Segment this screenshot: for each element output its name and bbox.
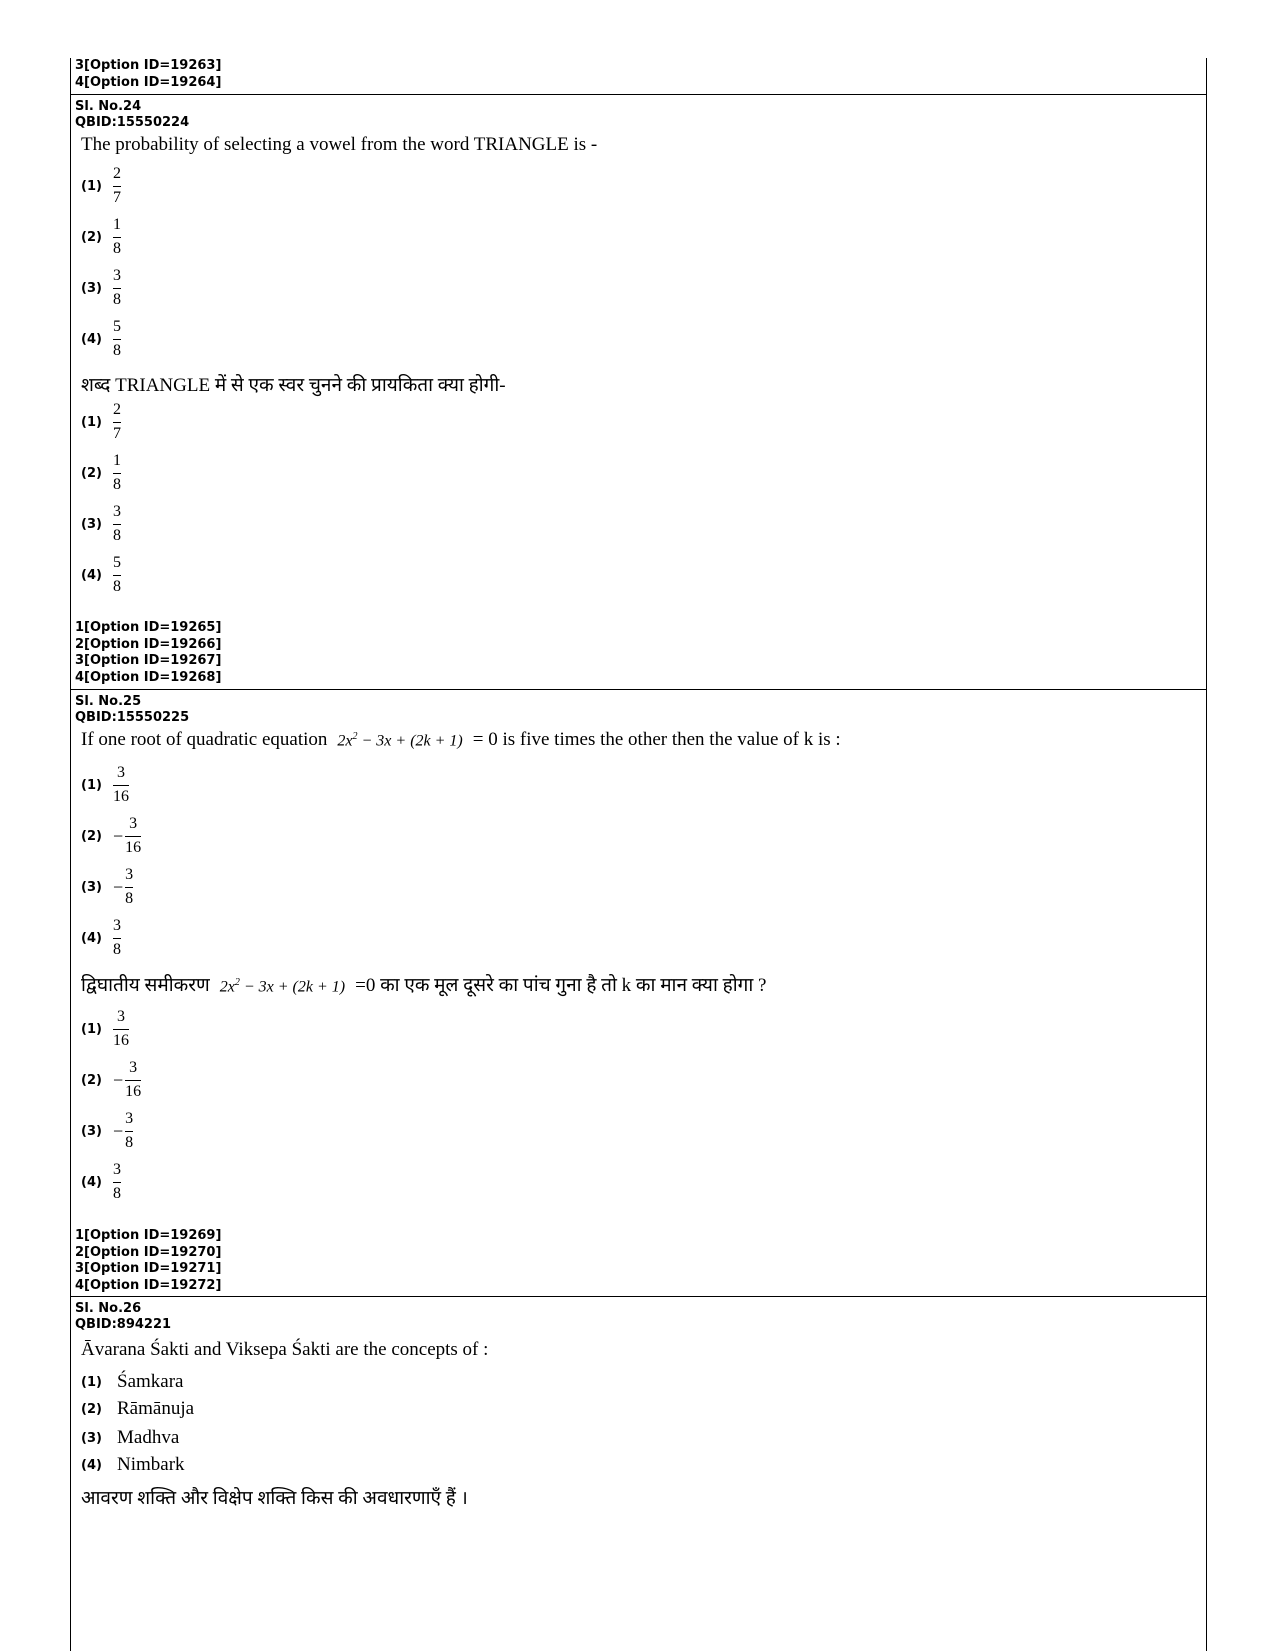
fraction [125,1059,141,1101]
serial-number: Sl. No.25 [75,694,142,709]
option-en-3 [81,267,121,309]
numerator: 3 [129,1059,138,1076]
fraction [113,503,121,545]
denominator: 8 [113,1185,121,1202]
option-text: Nimbark [117,1454,185,1475]
question-26 [71,1297,1206,1637]
denominator: 16 [125,839,142,856]
numerator: 1 [113,452,121,469]
minus-sign: − [113,1069,124,1090]
option-ids [71,620,221,686]
option-label: (3) [81,516,102,532]
question-text-en [81,729,841,751]
question-text-post: =0 का एक मूल दूसरे का पांच गुना है तो k का मान क्या होगा ? [355,975,767,996]
denominator: 7 [113,425,121,442]
numerator: 3 [117,1008,125,1025]
option-label: (3) [81,879,102,895]
qbid: QBID:894221 [75,1317,172,1332]
option-3 [81,1427,179,1449]
option-label: (2) [81,1072,102,1088]
option-id-line: 3[Option ID=19267] [75,653,222,668]
denominator: 16 [125,1083,142,1100]
option-label: (2) [81,1401,102,1417]
numerator: 3 [113,917,121,934]
question-text-hi [81,971,766,997]
option-label: (1) [81,1021,102,1037]
numerator: 3 [129,815,138,832]
denominator: 8 [113,291,121,308]
option-label: (1) [81,1374,102,1390]
denominator: 16 [113,788,129,805]
option-hi-2 [81,1059,141,1101]
question-text-pre: If one root of quadratic equation [81,729,328,750]
option-hi-1 [81,401,121,443]
previous-question-option-ids [71,58,1206,91]
denominator: 8 [113,527,121,544]
option-id-line: 3[Option ID=19263] [75,58,222,73]
option-en-2 [81,216,121,258]
fraction [113,401,121,443]
numerator: 3 [113,267,121,284]
question-25 [71,690,1206,1296]
option-text: Śamkara [117,1371,184,1392]
option-id-line: 4[Option ID=19272] [75,1277,222,1293]
question-text-en: Āvarana Śakti and Viksepa Śakti are the concepts of : [81,1339,489,1360]
question-paper-page [70,58,1207,1651]
option-label: (1) [81,178,102,194]
option-label: (1) [81,777,102,793]
option-label: (2) [81,828,102,844]
denominator: 8 [113,578,121,595]
numerator: 2 [113,165,121,182]
denominator: 8 [113,342,121,359]
denominator: 16 [113,1032,129,1049]
denominator: 8 [113,941,121,958]
numerator: 5 [113,318,121,335]
option-ids [71,1228,221,1294]
option-id-line: 1[Option ID=19265] [75,620,222,635]
question-text-en: The probability of selecting a vowel from the word TRIANGLE is - [81,134,598,155]
option-en-1 [81,165,121,207]
option-text: Madhva [117,1427,180,1448]
denominator: 8 [113,476,121,493]
fraction [113,452,121,494]
option-label: (3) [81,1430,102,1446]
minus-sign: − [113,876,124,897]
numerator: 3 [125,1110,134,1127]
option-label: (4) [81,567,102,583]
option-id-line: 4[Option ID=19264] [75,74,222,90]
option-label: (2) [81,465,102,481]
fraction [125,815,141,857]
question-text-post: = 0 is five times the other then the value of k is : [472,729,841,750]
option-label: (3) [81,1123,102,1139]
denominator: 8 [125,890,134,907]
numerator: 3 [113,1161,121,1178]
question-text-pre: द्विघातीय समीकरण [81,975,210,996]
option-hi-2 [81,452,121,494]
equation: $2x^2 - 3x + (2k + 1)$ [219,976,346,995]
numerator: 3 [113,503,121,520]
option-en-4 [81,318,121,360]
fraction [125,866,133,908]
fraction [113,764,129,806]
numerator: 5 [113,554,121,571]
numerator: 3 [125,866,134,883]
fraction [113,1008,129,1050]
question-24 [71,95,1206,689]
option-hi-3 [81,503,121,545]
serial-number: Sl. No.24 [75,99,142,114]
option-label: (2) [81,229,102,245]
denominator: 8 [113,240,121,257]
option-en-3 [81,866,133,908]
option-1 [81,1371,183,1393]
equation: $2x^2 - 3x + (2k + 1)$ [337,730,463,749]
option-id-line: 2[Option ID=19266] [75,636,222,652]
option-label: (4) [81,1457,102,1473]
option-2 [81,1398,194,1420]
fraction [113,554,121,596]
fraction [113,1161,121,1203]
option-id-line: 4[Option ID=19268] [75,669,222,685]
option-en-4 [81,917,121,959]
option-label: (3) [81,280,102,296]
option-en-2 [81,815,141,857]
option-label: (4) [81,331,102,347]
minus-sign: − [113,825,124,846]
numerator: 2 [113,401,121,418]
numerator: 1 [113,216,121,233]
option-4 [81,1454,185,1476]
option-hi-4 [81,1161,121,1203]
question-text-hi: आवरण शक्ति और विक्षेप शक्ति किस की अवधारणाएँ हैं । [81,1488,468,1509]
option-hi-3 [81,1110,133,1152]
option-en-1 [81,764,129,806]
minus-sign: − [113,1120,124,1141]
option-label: (4) [81,1174,102,1190]
qbid: QBID:15550225 [75,710,190,725]
fraction [113,267,121,309]
fraction [113,917,121,959]
serial-number: Sl. No.26 [75,1301,142,1316]
option-id-line: 3[Option ID=19271] [75,1261,222,1276]
fraction [113,216,121,258]
numerator: 3 [117,764,125,781]
option-label: (1) [81,414,102,430]
option-label: (4) [81,930,102,946]
fraction [113,165,121,207]
option-hi-1 [81,1008,129,1050]
qbid: QBID:15550224 [75,115,190,130]
fraction [113,318,121,360]
fraction [125,1110,133,1152]
denominator: 7 [113,189,121,206]
question-text-hi: शब्द TRIANGLE में से एक स्वर चुनने की प्रायकिता क्या होगी- [81,375,506,396]
option-id-line: 1[Option ID=19269] [75,1228,222,1243]
denominator: 8 [125,1134,134,1151]
option-text: Rāmānuja [117,1398,195,1419]
option-id-line: 2[Option ID=19270] [75,1244,222,1260]
option-hi-4 [81,554,121,596]
